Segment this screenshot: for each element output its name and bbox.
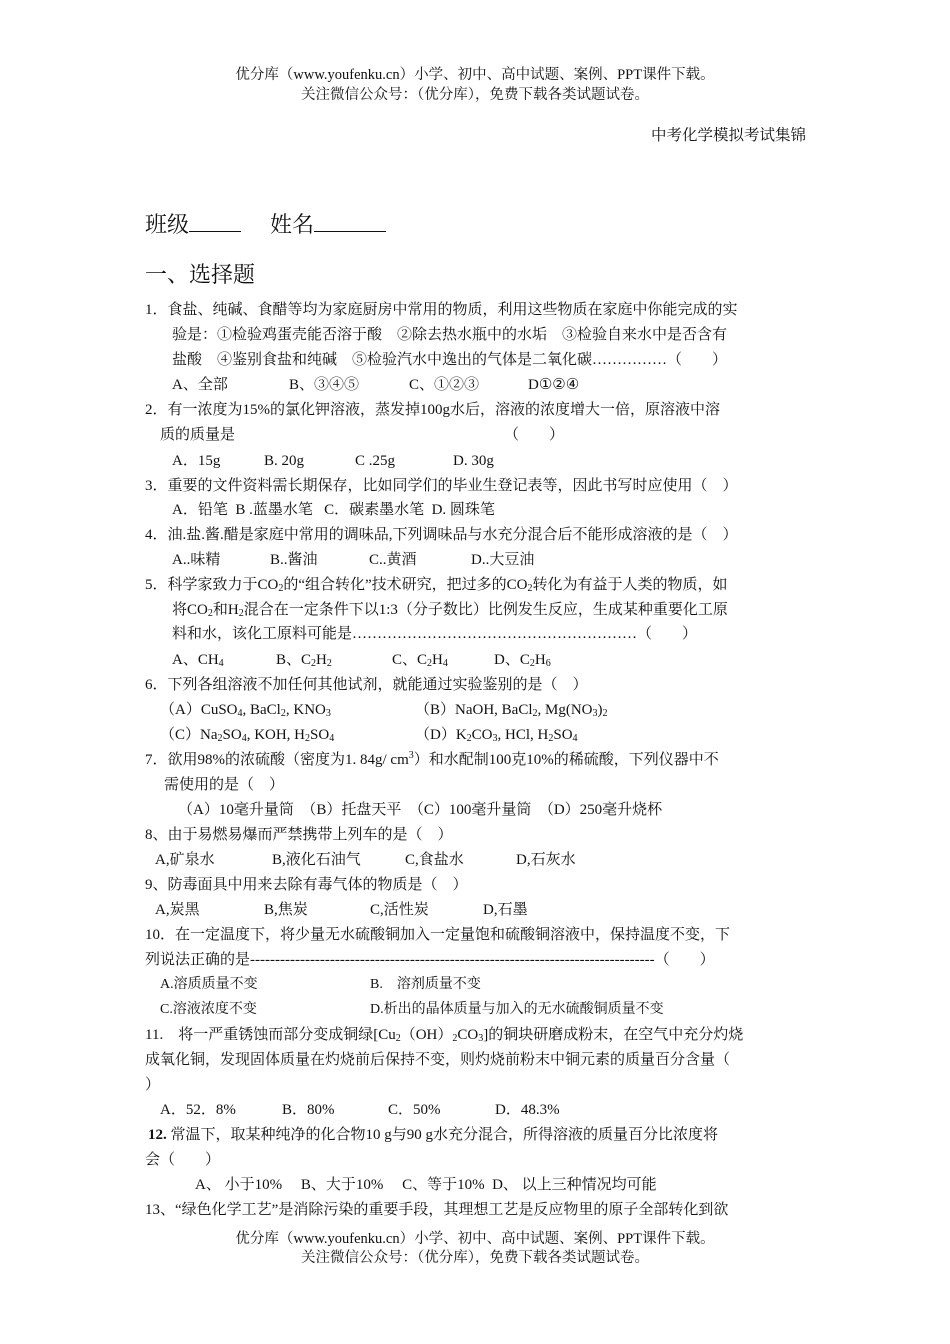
header-line-1: 优分库（www.youfenku.cn）小学、初中、高中试题、案例、PPT课件下载。 — [235, 67, 715, 83]
q1-line-3: 盐酸 ④鉴别食盐和纯碱 ⑤检验汽水中逸出的气体是二氧化碳……………（ ） — [172, 352, 728, 368]
footer-line-1: 优分库（www.youfenku.cn）小学、初中、高中试题、案例、PPT课件下载。 — [235, 1231, 715, 1247]
q9-option-c: C,活性炭 — [370, 902, 429, 918]
q8-option-c: C,食盐水 — [405, 852, 464, 868]
q5-line-2: 将$CO_2$和$H_2$混合在一定条件下以1:3（分子数比）比例发生反应，生成某种重要化工原 — [172, 602, 728, 619]
q2-line-1: 2．有一浓度为15%的氯化钾溶液，蒸发掉100g水后，溶液的浓度增大一倍，原溶液中溶 — [145, 402, 720, 418]
name-label: 姓名 — [270, 212, 315, 237]
section-title: 一、选择题 — [145, 262, 256, 287]
q2-line-2: 质的质量是 — [160, 427, 236, 443]
q6-option-a: （A）CuSO$_4$, BaCl$_2$, $KNO_3$ — [160, 702, 331, 719]
q6-option-c: $(C)Na_2SO_4$, KOH, $H_2SO_4$ — [160, 727, 335, 744]
q12-line-1: 12. 常温下，取某种纯净的化合物10 g与90 g水充分混合，所得溶液的质量百分比浓度将 — [148, 1127, 719, 1143]
q5-line-3: 料和水，该化工原料可能是…………………………………………………（ ） — [172, 626, 698, 642]
student-info — [145, 208, 386, 239]
q9-option-d: D,石墨 — [483, 902, 528, 918]
q12-line-2: 会（ ） — [145, 1152, 221, 1168]
q1-line-2: 验是：①检验鸡蛋壳能否溶于酸 ②除去热水瓶中的水垢 ③检验自来水中是否含有 — [172, 327, 728, 343]
q2-option-a: A．15g — [172, 453, 221, 469]
q10-option-b: B. 溶剂质量不变 — [370, 977, 481, 992]
q5-option-c: C、$C_2H_4$ — [392, 652, 448, 669]
class-blank[interactable] — [189, 211, 241, 232]
q11-line-2: 成氧化铜，发现固体质量在灼烧前后保持不变，则灼烧前粉末中铜元素的质量百分含量（ — [145, 1052, 731, 1068]
q5-option-a: A、$CH_4$ — [172, 652, 224, 669]
q4-option-d: D..大豆油 — [471, 552, 535, 568]
q1-option-a: A、全部 — [172, 377, 228, 393]
q5-option-d: D、$C_2H_6$ — [494, 652, 551, 669]
q8-option-b: B,液化石油气 — [272, 852, 361, 868]
q8-option-a: A,矿泉水 — [155, 852, 215, 868]
q11-line-3: ） — [145, 1077, 161, 1093]
q4-option-a: A..味精 — [172, 552, 221, 568]
q13-line-1: 13、“绿色化学工艺”是消除污染的重要手段，其理想工艺是反应物里的原子全部转化到欲 — [145, 1202, 729, 1218]
q6-line-1: 6．下列各组溶液不加任何其他试剂，就能通过实验鉴别的是（ ） — [145, 677, 588, 693]
q1-option-d: D①②④ — [528, 377, 580, 393]
q5-option-b: B、$C_2H_2$ — [276, 652, 332, 669]
q10-option-c: C.溶液浓度不变 — [160, 1002, 257, 1017]
q4-option-c: C..黄酒 — [369, 552, 417, 568]
q1-option-b: B、③④⑤ — [289, 377, 360, 393]
q3-options: A．铅笔 B .蓝墨水笔 C．碳素墨水笔 D. 圆珠笔 — [172, 502, 495, 518]
q11-line-1: 11. 将一严重锈蚀而部分变成铜绿$[Cu_2(OH)_2CO_3]$的铜块研磨成粉末，在空气中充分灼烧 — [145, 1027, 744, 1044]
q11-option-a: A．52．8% — [160, 1102, 236, 1118]
q4-option-b: B..酱油 — [270, 552, 318, 568]
q2-bracket: （ ） — [504, 427, 565, 443]
footer-line-2: 关注微信公众号：（优分库），免费下载各类试题试卷。 — [301, 1250, 649, 1266]
q12-options: A、 小于10% B、大于10% C、等于10% D、 以上三种情况均可能 — [195, 1177, 657, 1193]
q9-line-1: 9、防毒面具中用来去除有毒气体的物质是（ ） — [145, 877, 468, 893]
q8-line-1: 8、由于易燃易爆而严禁携带上列车的是（ ） — [145, 827, 453, 843]
name-blank[interactable] — [314, 211, 386, 232]
q2-option-d: D. 30g — [453, 453, 494, 469]
q6-option-d: $(D)K_2CO_3$, HCl, $H_2SO_4$ — [415, 727, 578, 744]
q9-option-a: A,炭黑 — [155, 902, 200, 918]
q1-line-1: 1．食盐、纯碱、食醋等均为家庭厨房中常用的物质，利用这些物质在家庭中你能完成的实 — [145, 302, 738, 318]
q10-option-d: D.析出的晶体质量与加入的无水硫酸铜质量不变 — [370, 1002, 664, 1017]
class-label: 班级 — [145, 212, 190, 237]
q11-option-b: B．80% — [282, 1102, 335, 1118]
q8-option-d: D,石灰水 — [516, 852, 576, 868]
q4-line-1: 4．油.盐.酱.醋是家庭中常用的调味品,下列调味品与水充分混合后不能形成溶液的是（ ） — [145, 527, 738, 543]
q2-option-c: C .25g — [355, 453, 396, 469]
q10-option-a: A.溶质质量不变 — [160, 977, 258, 992]
q7-line-1: 7．欲用98%的浓硫酸（密度为1. 84g/ $cm^3$）和水配制100克10%的稀硫酸，下列仪器中不 — [145, 750, 719, 768]
q6-option-b: （B）NaOH, BaCl$_2$, $Mg(NO_3)_2$ — [415, 702, 608, 719]
q7-line-2: 需使用的是（ ） — [164, 777, 285, 793]
q3-line-1: 3．重要的文件资料需长期保存，比如同学们的毕业生登记表等，因此书写时应使用（ ） — [145, 478, 738, 494]
q11-option-d: D．48.3% — [495, 1102, 560, 1118]
q10-line-1: 10．在一定温度下，将少量无水硫酸铜加入一定量饱和硫酸铜溶液中，保持温度不变，下 — [145, 927, 731, 943]
q9-option-b: B,焦炭 — [264, 902, 308, 918]
q11-option-c: C．50% — [388, 1102, 441, 1118]
doc-title: 中考化学模拟考试集锦 — [650, 127, 806, 144]
q2-option-b: B. 20g — [264, 453, 305, 469]
q5-line-1: 5．科学家致力于$CO_2$的“组合转化”技术研究，把过多的$CO_2$转化为有益于人类的物质，如 — [145, 577, 728, 594]
q7-options: （A）10毫升量筒 （B）托盘天平 （C）100毫升量筒 （D）250毫升烧杯 — [178, 802, 663, 818]
q10-line-2: 列说法正确的是---------------------------------------------------------------------------------（ ） — [145, 952, 715, 968]
header-line-2: 关注微信公众号：（优分库），免费下载各类试题试卷。 — [301, 87, 649, 103]
q1-option-c: C、①②③ — [409, 377, 480, 393]
